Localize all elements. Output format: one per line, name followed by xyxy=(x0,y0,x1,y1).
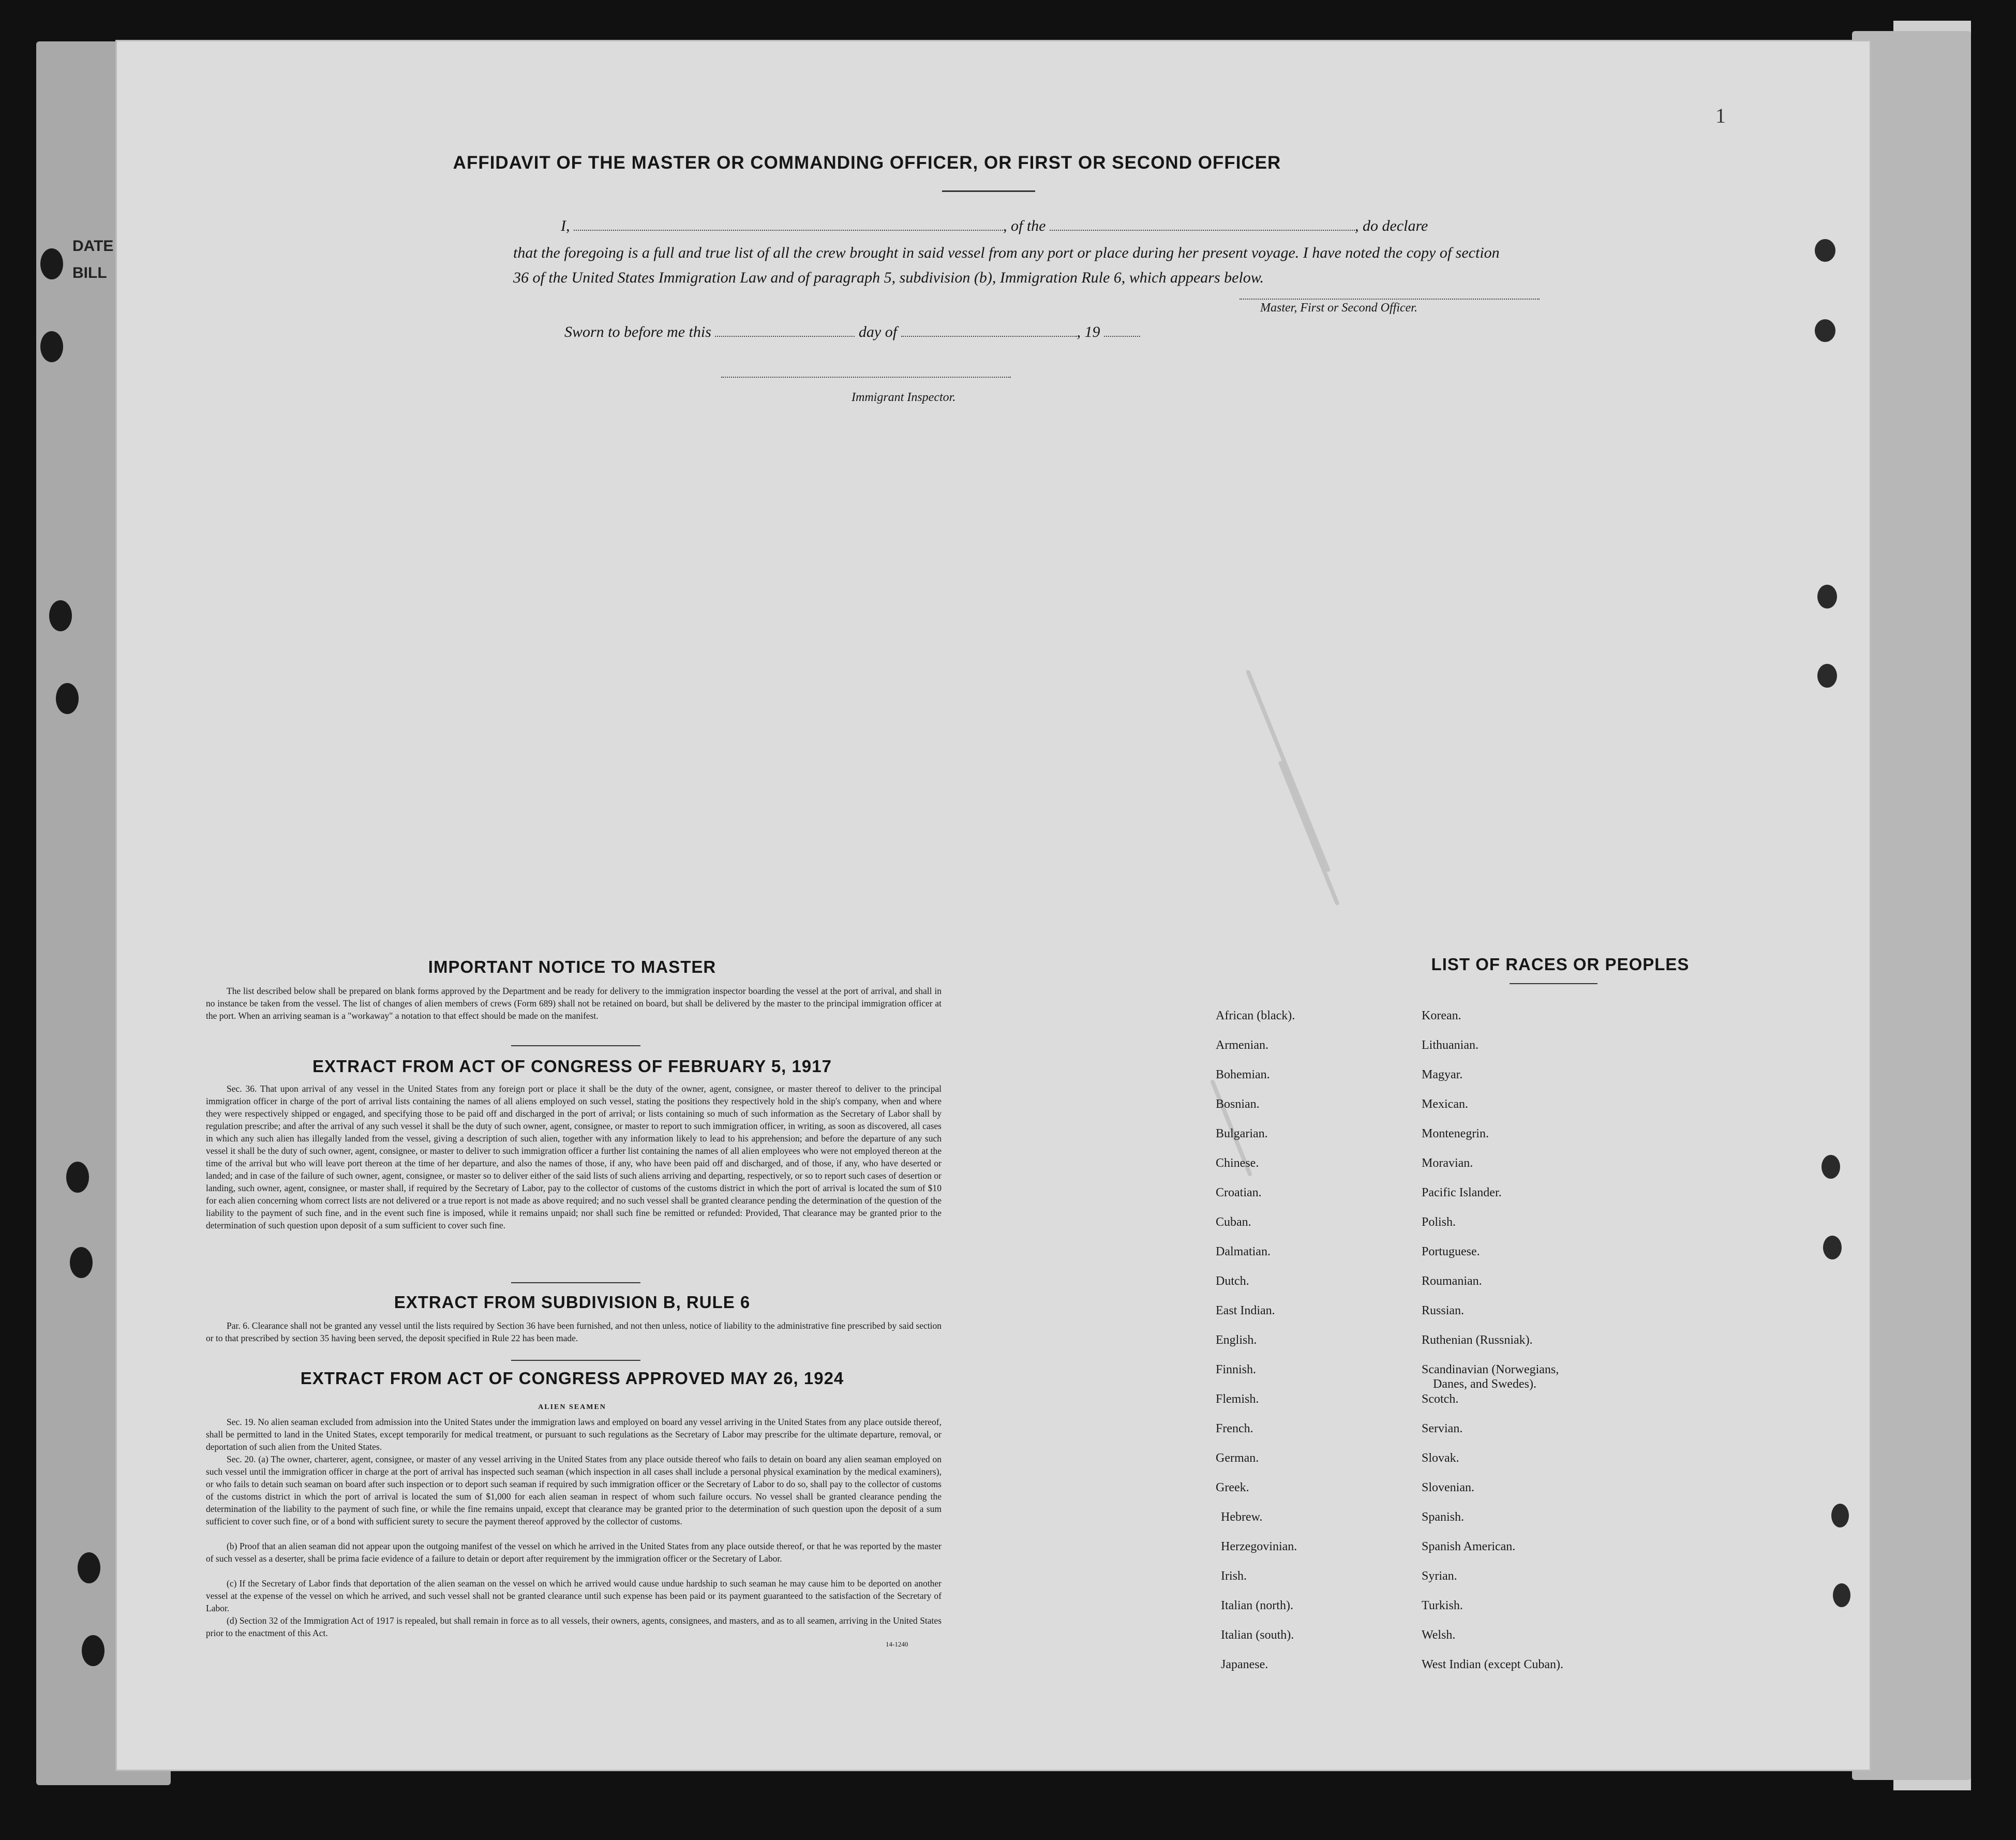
binder-hole xyxy=(1831,1504,1849,1527)
month-blank xyxy=(901,324,1077,337)
race-item: Mexican. xyxy=(1422,1097,1468,1111)
race-item: Slovenian. xyxy=(1422,1481,1474,1494)
race-item: Slovak. xyxy=(1422,1451,1459,1465)
margin-stamp-line2: BILL xyxy=(72,264,107,281)
race-item: Dutch. xyxy=(1216,1274,1249,1288)
binder-hole xyxy=(40,331,63,362)
binder-hole xyxy=(82,1635,104,1666)
race-item: Irish. xyxy=(1221,1569,1247,1583)
race-item: Scotch. xyxy=(1422,1392,1459,1406)
binder-hole xyxy=(40,248,63,279)
inspector-caption: Immigrant Inspector. xyxy=(852,391,956,404)
binder-hole xyxy=(78,1552,100,1583)
section-rule xyxy=(511,1360,640,1361)
race-item: Japanese. xyxy=(1221,1658,1268,1671)
race-item: Bulgarian. xyxy=(1216,1127,1268,1140)
margin-stamp xyxy=(72,233,119,287)
race-item: Dalmatian. xyxy=(1216,1245,1271,1258)
section-20d-text: (d) Section 32 of the Immigration Act of 1917 is repealed, but shall remain in force as to all vessels, their owners, agents, consignees, and masters, and as to all seamen, arriving in the United States prior to the enactment of this Act. xyxy=(206,1615,942,1638)
stain-mark xyxy=(1278,760,1340,906)
inspector-signature-line xyxy=(721,377,1011,378)
form-number: 14-1240 xyxy=(886,1640,908,1648)
binder-hole xyxy=(1823,1236,1842,1259)
binder-hole xyxy=(1817,664,1837,688)
section-20a-text: Sec. 20. (a) The owner, charterer, agent, consignee, or master of any vessel arriving in the United States from any place outside thereof who fails to detain on board any alien seaman employed on such vessel until the immigration officer in charge at the port of arrival has inspected such seaman (which inspection in all cases shall include a personal physical examination by the medical examiners), or who fails to detain such seaman on board after such inspection or to deport such seaman if required by such immigration officer or the Secretary of Labor to do so, shall pay to the collector of customs of the customs district in which the port of arrival is located the sum of $1,000 for each alien seaman in respect of whom such failure occurs. No vessel shall be granted clearance pending the determination of the liability to the payment of such fine, or while the fine remains unpaid, except that clearance may be granted prior to the determination of such question upon the deposit of a sum sufficient to cover such fine, or of a bond with sufficient surety to secure the payment thereof approved by the collector of customs. xyxy=(206,1454,942,1526)
race-item: Italian (south). xyxy=(1221,1628,1294,1642)
race-item: East Indian. xyxy=(1216,1304,1275,1317)
races-title: LIST OF RACES OR PEOPLES xyxy=(1431,955,1690,974)
binder-hole xyxy=(1833,1583,1850,1607)
race-item: Cuban. xyxy=(1216,1215,1251,1229)
extract-rule6-text: Par. 6. Clearance shall not be granted any vessel until the lists required by Section 36 have been furnished, and not then unless, notice of liability to the administrative fine prescribed by said section or to that prescribed by section 35 having been served, the deposit specified in Rule 22 has been made. xyxy=(206,1320,942,1343)
name-blank xyxy=(574,218,1003,231)
section-rule xyxy=(511,1045,640,1046)
binder-hole xyxy=(1821,1155,1840,1179)
race-item: Armenian. xyxy=(1216,1038,1268,1052)
affidavit-of-label: , of the xyxy=(1003,217,1046,234)
race-item: Croatian. xyxy=(1216,1186,1262,1199)
vessel-blank xyxy=(1050,218,1355,231)
binder-hole xyxy=(56,683,79,714)
title-rule xyxy=(942,190,1035,192)
day-blank xyxy=(715,324,855,337)
stain-mark xyxy=(1246,670,1331,872)
race-item: Hebrew. xyxy=(1221,1510,1263,1524)
race-item: Moravian. xyxy=(1422,1156,1473,1170)
extract-1924-title: EXTRACT FROM ACT OF CONGRESS APPROVED MAY 26, 1924 xyxy=(300,1369,844,1388)
race-item: Chinese. xyxy=(1216,1156,1259,1170)
section-20b-text: (b) Proof that an alien seaman did not appear upon the outgoing manifest of the vessel on which he arrived in the United States from any place outside thereof, or that he was reported by the master of such vessel as a deserter, shall be prima facie evidence of a failure to detain or deport after requirement by the immigration officer or the Secretary of Labor. xyxy=(206,1541,942,1564)
affidavit-declaration-line xyxy=(561,217,1428,235)
binder-hole xyxy=(1817,585,1837,609)
alien-seamen-label: ALIEN SEAMEN xyxy=(538,1403,606,1411)
race-item: Roumanian. xyxy=(1422,1274,1482,1288)
section-20c-text: (c) If the Secretary of Labor finds that deportation of the alien seaman on the vessel on which he arrived would cause undue hardship to such seaman he may cause him to be deported on another vessel at the expense of the vessel on which he arrived, and such vessel shall not be granted clearance until such expense has been paid or its payment guaranteed to the satisfaction of the Secretary of Labor. xyxy=(206,1578,942,1613)
year-blank xyxy=(1104,324,1140,337)
sworn-day-label: day of xyxy=(858,323,898,340)
affidavit-body: that the foregoing is a full and true list of all the crew brought in said vessel from any port or place during her present voyage. I have noted the copy of section 36 of the United States Immigration Law and of paragraph 5, subdivision (b), Immigration Rule 6, which appears below. xyxy=(513,244,1500,286)
sworn-line xyxy=(564,323,1140,341)
race-item: Turkish. xyxy=(1422,1599,1463,1612)
race-item: Lithuanian. xyxy=(1422,1038,1479,1052)
race-item: Ruthenian (Russniak). xyxy=(1422,1333,1533,1347)
extract-1917-title: EXTRACT FROM ACT OF CONGRESS OF FEBRUARY 5, 1917 xyxy=(312,1057,832,1076)
signature-line xyxy=(1240,299,1540,300)
race-item: German. xyxy=(1216,1451,1259,1465)
affidavit-i-label: I, xyxy=(561,217,570,234)
binder-hole xyxy=(1815,239,1835,262)
race-item: Pacific Islander. xyxy=(1422,1186,1502,1199)
race-item: Bohemian. xyxy=(1216,1068,1270,1081)
notice-text: The list described below shall be prepared on blank forms approved by the Department and be ready for delivery to the immigration inspector boarding the vessel at the port of arrival, and shall in no instance be taken from the vessel. The list of changes of alien members of crews (Form 689) shall not be retained on board, but shall be delivered by the master to the principal immigration officer at the port. When an arriving seaman is a "workaway" a notation to that effect should be made on the manifest. xyxy=(206,986,942,1021)
binder-hole xyxy=(49,600,72,631)
extract-rule6-title: EXTRACT FROM SUBDIVISION B, RULE 6 xyxy=(394,1293,751,1312)
race-item: Spanish. xyxy=(1422,1510,1465,1524)
notice-title: IMPORTANT NOTICE TO MASTER xyxy=(428,957,716,976)
race-item: Herzegovinian. xyxy=(1221,1540,1297,1553)
extract-1917-text: Sec. 36. That upon arrival of any vessel in the United States from any foreign port or place it shall be the duty of the owner, agent, consignee, or master thereof to deliver to the principal immigration officer in charge of the port of arrival lists containing the names of all aliens employed on such vessel, stating the positions they respectively hold in the ship's company, when and where they were respectively shipped or engaged, and specifying those to be paid off and discharged in the port of arrival; or lists containing so much of such information as the Secretary of Labor shall by regulation prescribe; and after the arrival of any such vessel it shall be the duty of such owner, agent, consignee, or master to report to such immigration officer, in writing, as soon as discovered, all cases in which any such alien has illegally landed from the vessel, giving a description of such alien, together with any information likely to lead to his apprehension; and before the departure of any such vessel it shall be the duty of such owner, agent, consignee, or master to deliver to such immigration officer a further list containing the names of all alien employees who were not employed thereon at the time of the arrival but who will leave port thereon at the time of her departure, and also the names of those, if any, who have been paid off and discharged, and of those, if any, who have deserted or landed; and in case of the failure of such owner, agent, consignee, or master so to deliver either of the said lists of such aliens arriving and departing, respectively, or so to report such cases of desertion or landing, such owner, agent, consignee, or master shall, if required by the Secretary of Labor, pay to the collector of customs of the customs district in which the port of arrival is located the sum of $10 for each alien concerning whom correct lists are not delivered or a true report is not made as above required; and no such vessel shall be granted clearance pending the determination of the question of the liability to the payment of such fine, and in the event such fine is imposed, while it remains unpaid; nor shall such fine be remitted or refunded: Provided, That clearance may be granted prior to the determination of such question upon deposit of a sum sufficient to cover such fine. xyxy=(206,1084,942,1230)
race-item: Scandinavian (Norwegians, xyxy=(1422,1363,1559,1376)
page-number: 1 xyxy=(1715,104,1726,127)
race-item: African (black). xyxy=(1216,1009,1295,1022)
race-item: Italian (north). xyxy=(1221,1599,1293,1612)
race-item: Korean. xyxy=(1422,1009,1461,1022)
race-item: Spanish American. xyxy=(1422,1540,1516,1553)
race-item: Syrian. xyxy=(1422,1569,1457,1583)
race-item: Montenegrin. xyxy=(1422,1127,1489,1140)
race-item: French. xyxy=(1216,1422,1253,1435)
section-19-text: Sec. 19. No alien seaman excluded from admission into the United States under the immigration laws and employed on board any vessel arriving in the United States from any place outside thereof, shall be permitted to land in the United States, except temporarily for medical treatment, or pursuant to such regulations as the Secretary of Labor may prescribe for the ultimate departure, removal, or deportation of such alien from the United States. xyxy=(206,1417,942,1452)
margin-stamp-line1: DATE xyxy=(72,238,114,255)
race-item: Portuguese. xyxy=(1422,1245,1480,1258)
affidavit-title: AFFIDAVIT OF THE MASTER OR COMMANDING OFFICER, OR FIRST OR SECOND OFFICER xyxy=(453,153,1281,173)
race-item: Servian. xyxy=(1422,1422,1463,1435)
binder-hole xyxy=(70,1247,93,1278)
binder-hole xyxy=(1815,319,1835,342)
document-page xyxy=(117,41,1870,1770)
master-caption: Master, First or Second Officer. xyxy=(1260,301,1417,315)
race-item: Magyar. xyxy=(1422,1068,1463,1081)
binder-hole xyxy=(66,1162,89,1193)
race-item: Danes, and Swedes). xyxy=(1433,1377,1536,1391)
underlying-page-right xyxy=(1852,31,1971,1780)
race-item: Greek. xyxy=(1216,1481,1249,1494)
sworn-year-label: , 19 xyxy=(1077,323,1100,340)
race-item: Welsh. xyxy=(1422,1628,1456,1642)
races-title-rule xyxy=(1510,983,1597,984)
sworn-prefix: Sworn to before me this xyxy=(564,323,711,340)
affidavit-declare-label: , do declare xyxy=(1355,217,1428,234)
race-item: Flemish. xyxy=(1216,1392,1259,1406)
race-item: Polish. xyxy=(1422,1215,1456,1229)
race-item: Finnish. xyxy=(1216,1363,1257,1376)
race-item: English. xyxy=(1216,1333,1257,1347)
race-item: Russian. xyxy=(1422,1304,1465,1317)
section-rule xyxy=(511,1282,640,1283)
race-item: Bosnian. xyxy=(1216,1097,1260,1111)
race-item: West Indian (except Cuban). xyxy=(1422,1658,1563,1671)
